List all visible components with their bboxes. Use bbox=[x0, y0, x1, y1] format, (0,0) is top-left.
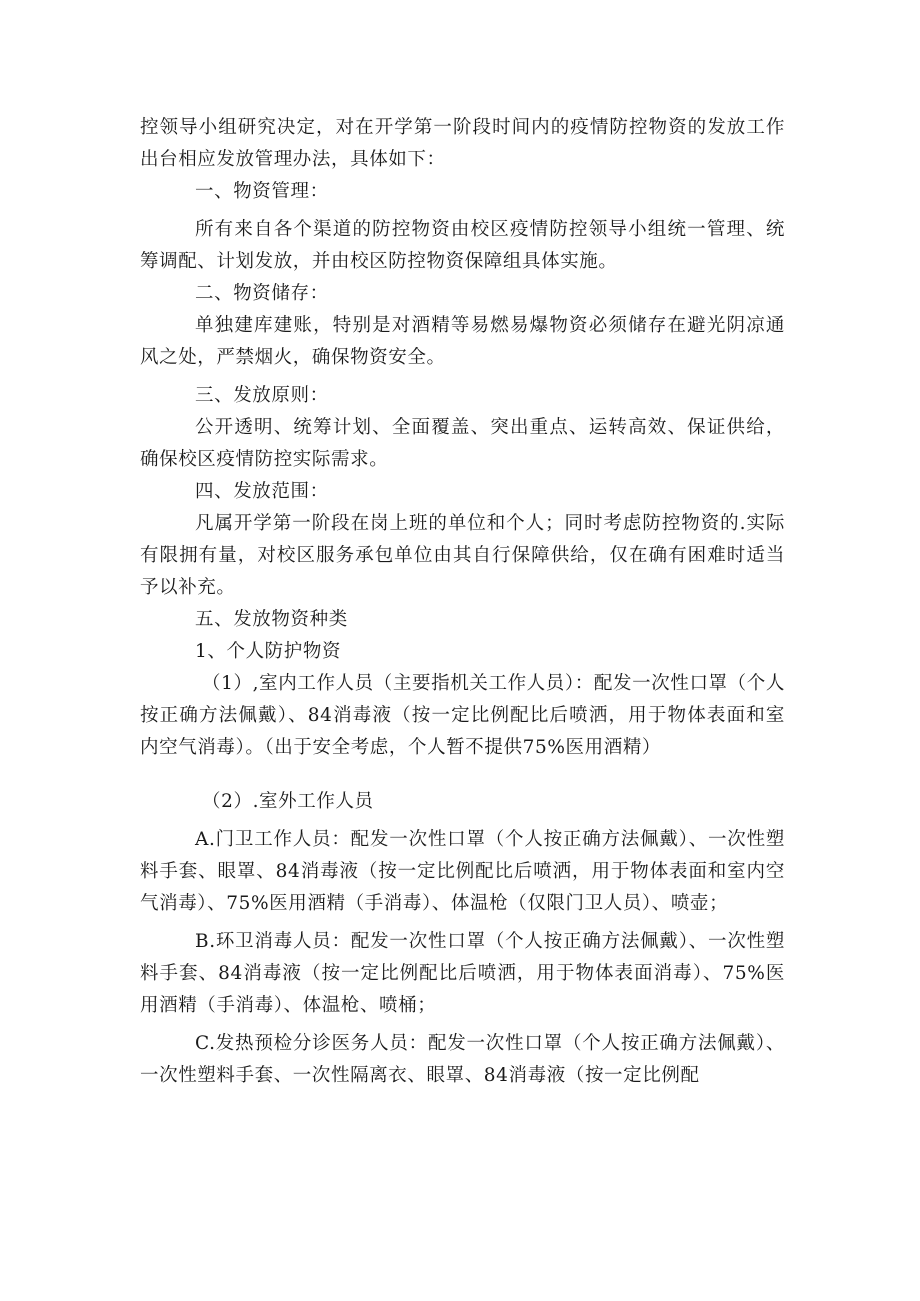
paragraph-sanitation-staff: B.环卫消毒人员：配发一次性口罩（个人按正确方法佩戴）、一次性塑料手套、84消毒液（按一定比例配比后喷洒，用于物体表面消毒）、75%医用酒精（手消毒）、体温枪、喷桶； bbox=[140, 931, 785, 1016]
heading-distribution-principle: 三、发放原则： bbox=[195, 385, 329, 406]
heading-material-storage: 二、物资储存： bbox=[195, 283, 329, 304]
paragraph-indoor-staff: （1）,室内工作人员（主要指机关工作人员）：配发一次性口罩（个人按正确方法佩戴）、84消毒液（按一定比例配比后喷洒，用于物体表面和室内空气消毒）。（出于安全考虑，个人暂不提供75%医用酒精） bbox=[140, 673, 785, 758]
paragraph-distribution-scope: 凡属开学第一阶段在岗上班的单位和个人；同时考虑防控物资的.实际有限拥有量，对校区服务承包单位由其自行保障供给，仅在确有困难时适当予以补充。 bbox=[140, 513, 785, 598]
heading-personal-protection: 1、个人防护物资 bbox=[195, 641, 342, 662]
paragraph-material-management: 所有来自各个渠道的防控物资由校区疫情防控领导小组统一管理、统筹调配、计划发放，并由校区防控物资保障组具体实施。 bbox=[140, 219, 785, 272]
heading-outdoor-staff: （2）.室外工作人员 bbox=[202, 791, 374, 812]
heading-distribution-scope: 四、发放范围： bbox=[195, 481, 329, 502]
heading-material-types: 五、发放物资种类 bbox=[195, 609, 348, 630]
paragraph-medical-staff: C.发热预检分诊医务人员：配发一次性口罩（个人按正确方法佩戴）、一次性塑料手套、一次性隔离衣、眼罩、84消毒液（按一定比例配 bbox=[140, 1033, 785, 1086]
heading-material-management: 一、物资管理： bbox=[195, 181, 329, 202]
paragraph-guard-staff: A.门卫工作人员：配发一次性口罩（个人按正确方法佩戴）、一次性塑料手套、眼罩、84消毒液（按一定比例配比后喷洒，用于物体表面和室内空气消毒）、75%医用酒精（手消毒）、体温枪（仅限门卫人员）、喷壶； bbox=[140, 829, 785, 914]
paragraph-material-storage: 单独建库建账，特别是对酒精等易燃易爆物资必须储存在避光阴凉通风之处，严禁烟火，确保物资安全。 bbox=[140, 315, 785, 368]
paragraph-distribution-principle: 公开透明、统筹计划、全面覆盖、突出重点、运转高效、保证供给，确保校区疫情防控实际需求。 bbox=[140, 417, 785, 470]
paragraph-intro: 控领导小组研究决定，对在开学第一阶段时间内的疫情防控物资的发放工作出台相应发放管理办法，具体如下： bbox=[140, 117, 785, 170]
document-body bbox=[140, 112, 785, 1092]
